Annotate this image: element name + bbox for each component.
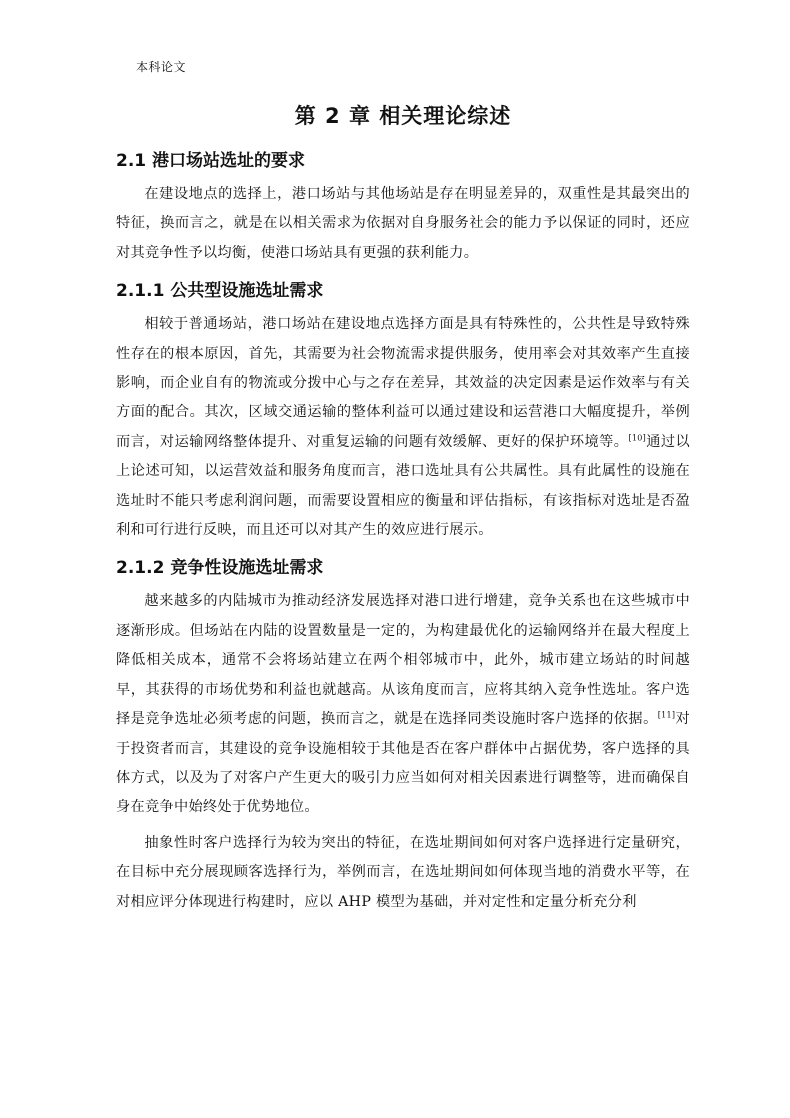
paragraph-text: 对于投资者而言，其建设的竞争设施相较于其他是否在客户群体中占据优势，客户选择的具体方式，以及为了对客户产生更大的吸引力应当如何对相关因素进行调整等，进而确保自身在竞争中始终处于优势地位。 [116, 711, 690, 816]
citation-marker: [11] [657, 710, 676, 720]
paragraph-2-1-1 [116, 310, 690, 545]
header-rule [116, 80, 674, 81]
paragraph-text: 越来越多的内陆城市为推动经济发展选择对港口进行增建，竞争关系也在这些城市中逐渐形成。但场站在内陆的设置数量是一定的，为构建最优化的运输网络并在最大程度上降低相关成本，通常不会将场站建立在两个相邻城市中，此外，城市建立场站的时间越早，其获得的市场优势和利益也就越高。从该角度而言，应将其纳入竞争性选址。客户选择是竞争选址必须考虑的问题，换而言之，就是在选择同类设施时客户选择的依据。 [116, 593, 690, 728]
paragraph-2-1-2-a [116, 587, 690, 822]
chapter-title: 第 2 章 相关理论综述 [294, 104, 512, 128]
page-content [116, 96, 690, 917]
running-header: 本科论文 [136, 60, 187, 74]
section-heading-2-1: 2.1 港口场站选址的要求 [116, 151, 306, 171]
paragraph-text: 相较于普通场站，港口场站在建设地点选择方面是具有特殊性的，公共性是导致特殊性存在的根本原因，首先，其需要为社会物流需求提供服务，使用率会对其效率产生直接影响，而企业自有的物流或分拨中心与之存在差异，其效益的决定因素是运作效率与有关方面的配合。其次，区域交通运输的整体利益可以通过建设和运营港口大幅度提升，举例而言，对运输网络整体提升、对重复运输的问题有效缓解、更好的保护环境等。 [116, 316, 690, 450]
paragraph-2-1: 在建设地点的选择上，港口场站与其他场站是存在明显差异的，双重性是其最突出的特征，换而言之，就是在以相关需求为依据对自身服务社会的能力予以保证的同时，还应对其竞争性予以均衡，使港口场站具有更强的获利能力。 [116, 186, 690, 261]
section-heading-2-1-2: 2.1.2 竞争性设施选址需求 [116, 558, 324, 579]
paragraph-2-1-2-b: 抽象性时客户选择行为较为突出的特征，在选址期间如何对客户选择进行定量研究，在目标中充分展现顾客选择行为，举例而言，在选址期间如何体现当地的消费水平等，在对相应评分体现进行构建时，应以 AHP 模型为基础，并对定性和定量分析充分利 [116, 834, 690, 910]
paragraph-text: 通过以上论述可知，以运营效益和服务角度而言，港口选址具有公共属性。具有此属性的设施在选址时不能只考虑利润问题，而需要设置相应的衡量和评估指标，有该指标对选址是否盈利和可行进行反映，而且还可以对其产生的效应进行展示。 [116, 433, 690, 539]
citation-marker: [10] [628, 433, 647, 443]
section-heading-2-1-1: 2.1.1 公共型设施选址需求 [116, 281, 324, 302]
